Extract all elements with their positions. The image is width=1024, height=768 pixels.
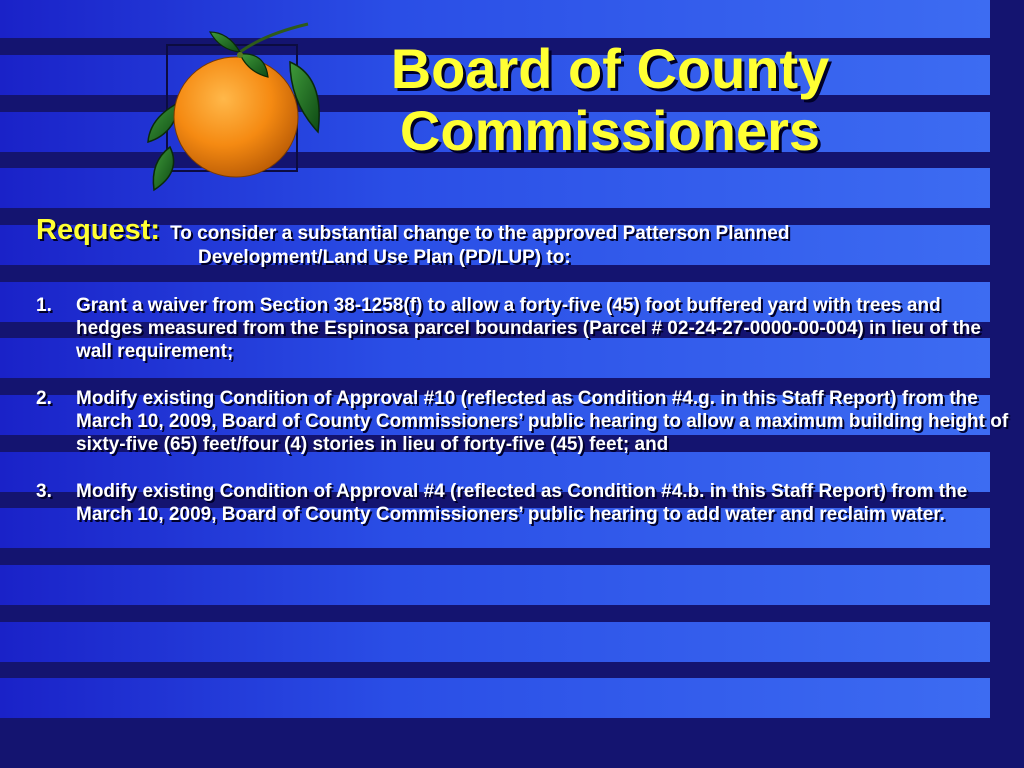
- list-item-number: 2.: [36, 388, 52, 409]
- request-text-continued: Development/Land Use Plan (PD/LUP) to:: [198, 247, 571, 268]
- title-line-2: Commissioners: [399, 99, 821, 162]
- list-item: [36, 387, 1011, 456]
- request-label: Request:: [36, 214, 161, 246]
- list-item-text: Modify existing Condition of Approval #4 (reflected as Condition #4.b. in this Staff Report) from the March 10, 2009, Board of County Commissioners’ public hearing to add water and reclaim water.: [76, 481, 968, 525]
- list-item-text: Grant a waiver from Section 38-1258(f) to allow a forty-five (45) foot buffered yard with trees and hedges measured from the Espinosa parcel boundaries (Parcel # 02-24-27-0000-00-004) in lieu of the wall requirement;: [76, 295, 981, 362]
- list-item: [36, 480, 1011, 526]
- slide-title: [330, 38, 890, 162]
- list-item-number: 1.: [36, 295, 52, 316]
- background-stripe: [0, 622, 990, 662]
- background-stripe: [0, 678, 990, 718]
- slide-body: [36, 214, 1011, 526]
- background-stripe: [0, 565, 990, 605]
- list-item: [36, 294, 1011, 363]
- orange-with-leaves-icon: [140, 22, 330, 194]
- request-text: To consider a substantial change to the approved Patterson Planned: [170, 223, 790, 244]
- list-item-text: Modify existing Condition of Approval #10 (reflected as Condition #4.g. in this Staff Report) from the March 10, 2009, Board of County Commissioners’ public hearing to allow a maximum building height of sixty-five (65) feet/four (4) stories in lieu of forty-five (45) feet; and: [76, 388, 1009, 455]
- list-item-number: 3.: [36, 481, 52, 502]
- request-line: [36, 214, 1011, 246]
- title-line-1: Board of County: [390, 37, 830, 100]
